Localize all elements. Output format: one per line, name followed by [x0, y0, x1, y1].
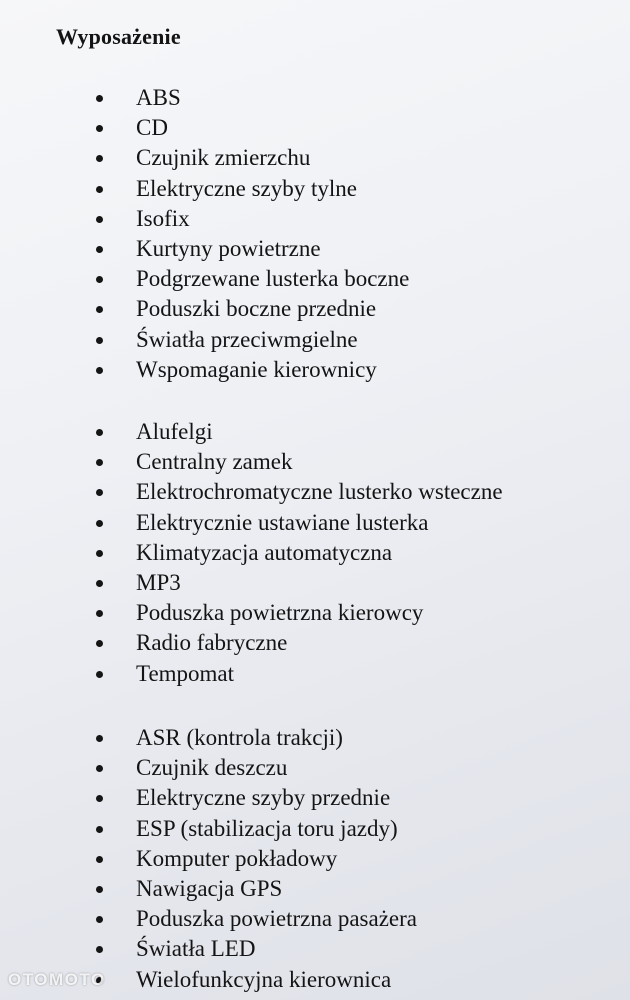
equipment-item-label: Poduszka powietrzna pasażera [136, 906, 417, 932]
bullet-icon [96, 95, 103, 102]
equipment-item-label: Poduszka powietrzna kierowcy [136, 600, 424, 626]
bullet-icon [96, 155, 103, 162]
bullet-icon [96, 886, 103, 893]
bullet-icon [96, 916, 103, 923]
equipment-list-item [0, 753, 417, 783]
equipment-list-group-1 [0, 83, 409, 385]
equipment-list-group-3 [0, 723, 417, 995]
bullet-icon [96, 946, 103, 953]
equipment-item-label: Centralny zamek [136, 449, 293, 475]
bullet-icon [96, 186, 103, 193]
equipment-list-item [0, 814, 417, 844]
equipment-item-label: Alufelgi [136, 419, 213, 444]
equipment-list-item [0, 264, 409, 294]
bullet-icon [96, 276, 103, 283]
equipment-item-label: Światła LED [136, 936, 256, 962]
equipment-item-label: Elektrochromatyczne lusterko wsteczne [136, 479, 503, 505]
equipment-list-item [0, 508, 503, 538]
equipment-item-label: Tempomat [136, 660, 235, 686]
equipment-list-item [0, 934, 417, 964]
equipment-item-label: Światła przeciwmgielne [136, 326, 358, 352]
equipment-item-label: Nawigacja GPS [136, 875, 283, 901]
equipment-list-group-2 [0, 417, 503, 689]
equipment-list-item [0, 723, 417, 753]
equipment-list-item [0, 568, 503, 598]
equipment-item-label: Elektryczne szyby przednie [136, 785, 391, 811]
equipment-list-item [0, 113, 409, 143]
equipment-list-item [0, 174, 409, 204]
equipment-list-item [0, 844, 417, 874]
bullet-icon [96, 671, 103, 678]
bullet-icon [96, 520, 103, 527]
equipment-item-label: Wielofunkcyjna kierownica [136, 966, 392, 992]
bullet-icon [96, 826, 103, 833]
bullet-icon [96, 735, 103, 742]
bullet-icon [96, 216, 103, 223]
equipment-list-item [0, 598, 503, 628]
equipment-item-label: Isofix [136, 205, 190, 231]
bullet-icon [96, 765, 103, 772]
equipment-item-label: Klimatyzacja automatyczna [136, 539, 393, 565]
equipment-item-label: Elektryczne szyby tylne [136, 175, 357, 201]
bullet-icon [96, 125, 103, 132]
bullet-icon [96, 459, 103, 466]
equipment-item-label: ESP (stabilizacja toru jazdy) [136, 815, 398, 841]
equipment-item-label: Radio fabryczne [136, 630, 288, 656]
equipment-item-label: CD [136, 115, 168, 141]
equipment-list-item [0, 83, 409, 113]
equipment-item-label: ABS [136, 85, 181, 110]
equipment-list-item [0, 294, 409, 324]
equipment-item-label: Komputer pokładowy [136, 845, 338, 871]
bullet-icon [96, 795, 103, 802]
bullet-icon [96, 306, 103, 313]
bullet-icon [96, 550, 103, 557]
bullet-icon [96, 337, 103, 344]
bullet-icon [96, 246, 103, 253]
equipment-list-item [0, 783, 417, 813]
equipment-list-item [0, 325, 409, 355]
equipment-item-label: MP3 [136, 569, 181, 595]
equipment-list-item [0, 874, 417, 904]
bullet-icon [96, 856, 103, 863]
equipment-list-item [0, 477, 503, 507]
equipment-list-item [0, 447, 503, 477]
otomoto-watermark: OTOMOTO [8, 970, 106, 989]
equipment-list-item [0, 904, 417, 934]
equipment-item-label: ASR (kontrola trakcji) [136, 725, 343, 750]
bullet-icon [96, 429, 103, 436]
equipment-item-label: Czujnik zmierzchu [136, 145, 311, 171]
equipment-item-label: Wspomaganie kierownicy [136, 356, 377, 382]
equipment-list-item [0, 659, 503, 689]
equipment-item-label: Poduszki boczne przednie [136, 296, 377, 322]
equipment-list-item [0, 538, 503, 568]
equipment-list-item [0, 143, 409, 173]
equipment-item-label: Kurtyny powietrzne [136, 235, 321, 261]
bullet-icon [96, 489, 103, 496]
equipment-list-item [0, 417, 503, 447]
bullet-icon [96, 610, 103, 617]
bullet-icon [96, 580, 103, 587]
document-title: Wyposażenie [56, 24, 181, 49]
equipment-item-label: Czujnik deszczu [136, 755, 288, 781]
bullet-icon [96, 367, 103, 374]
equipment-list-item [0, 204, 409, 234]
equipment-item-label: Podgrzewane lusterka boczne [136, 266, 410, 292]
bullet-icon [96, 640, 103, 647]
equipment-list-item [0, 355, 409, 385]
equipment-list-item [0, 234, 409, 264]
equipment-list-item [0, 628, 503, 658]
equipment-item-label: Elektrycznie ustawiane lusterka [136, 509, 429, 535]
